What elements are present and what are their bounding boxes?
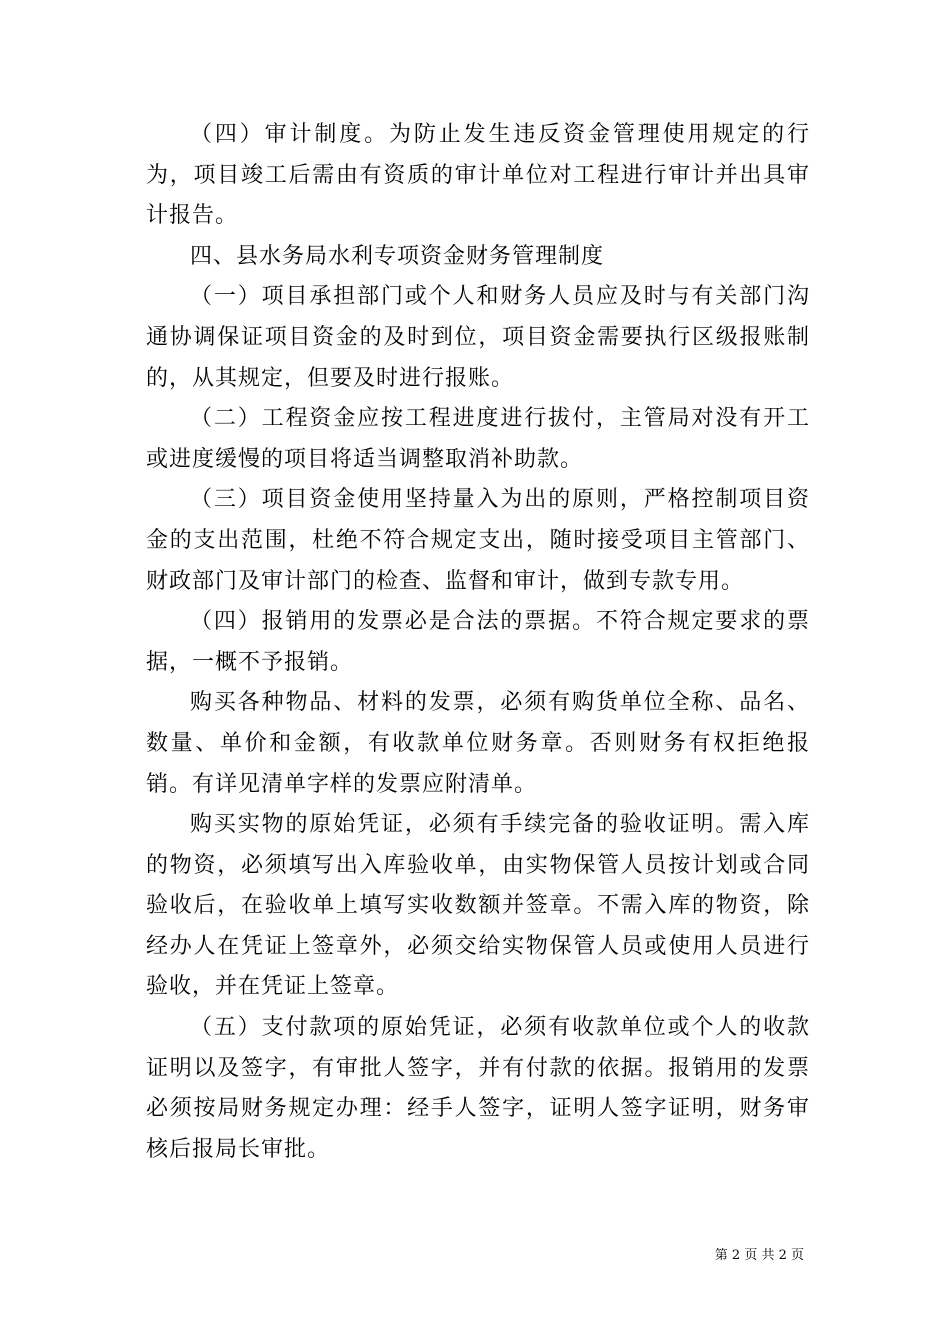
body-text xyxy=(146,115,810,1170)
paragraph-item-three: （三）项目资金使用坚持量入为出的原则，严格控制项目资金的支出范围，杜绝不符合规定支出，随时接受项目主管部门、财政部门及审计部门的检查、监督和审计，做到专款专用。 xyxy=(146,487,810,594)
page-number: 第 2 页 共 2 页 xyxy=(714,1248,804,1263)
paragraph-item-two: （二）工程资金应按工程进度进行拔付，主管局对没有开工或进度缓慢的项目将适当调整取消补助款。 xyxy=(146,406,810,472)
section-heading-four: 四、县水务局水利专项资金财务管理制度 xyxy=(190,243,605,269)
paragraph-audit-system: （四）审计制度。为防止发生违反资金管理使用规定的行为，项目竣工后需由有资质的审计单位对工程进行审计并出具审计报告。 xyxy=(146,122,810,229)
paragraph-physical-goods: 购买实物的原始凭证，必须有手续完备的验收证明。需入库的物资，必须填写出入库验收单，由实物保管人员按计划或合同验收后，在验收单上填写实收数额并签章。不需入库的物资，除经办人在凭证上签章外，必须交给实物保管人员或使用人员进行验收，并在凭证上签章。 xyxy=(146,812,810,1000)
paragraph-item-one: （一）项目承担部门或个人和财务人员应及时与有关部门沟通协调保证项目资金的及时到位，项目资金需要执行区级报账制的，从其规定，但要及时进行报账。 xyxy=(146,284,810,391)
paragraph-purchase-invoices: 购买各种物品、材料的发票，必须有购货单位全称、品名、数量、单价和金额，有收款单位财务章。否则财务有权拒绝报销。有详见清单字样的发票应附清单。 xyxy=(146,690,810,797)
paragraph-item-four: （四）报销用的发票必是合法的票据。不符合规定要求的票据，一概不予报销。 xyxy=(146,609,810,675)
paragraph-item-five: （五）支付款项的原始凭证，必须有收款单位或个人的收款证明以及签字，有审批人签字，并有付款的依据。报销用的发票必须按局财务规定办理：经手人签字，证明人签字证明，财务审核后报局长审批。 xyxy=(146,1015,810,1162)
